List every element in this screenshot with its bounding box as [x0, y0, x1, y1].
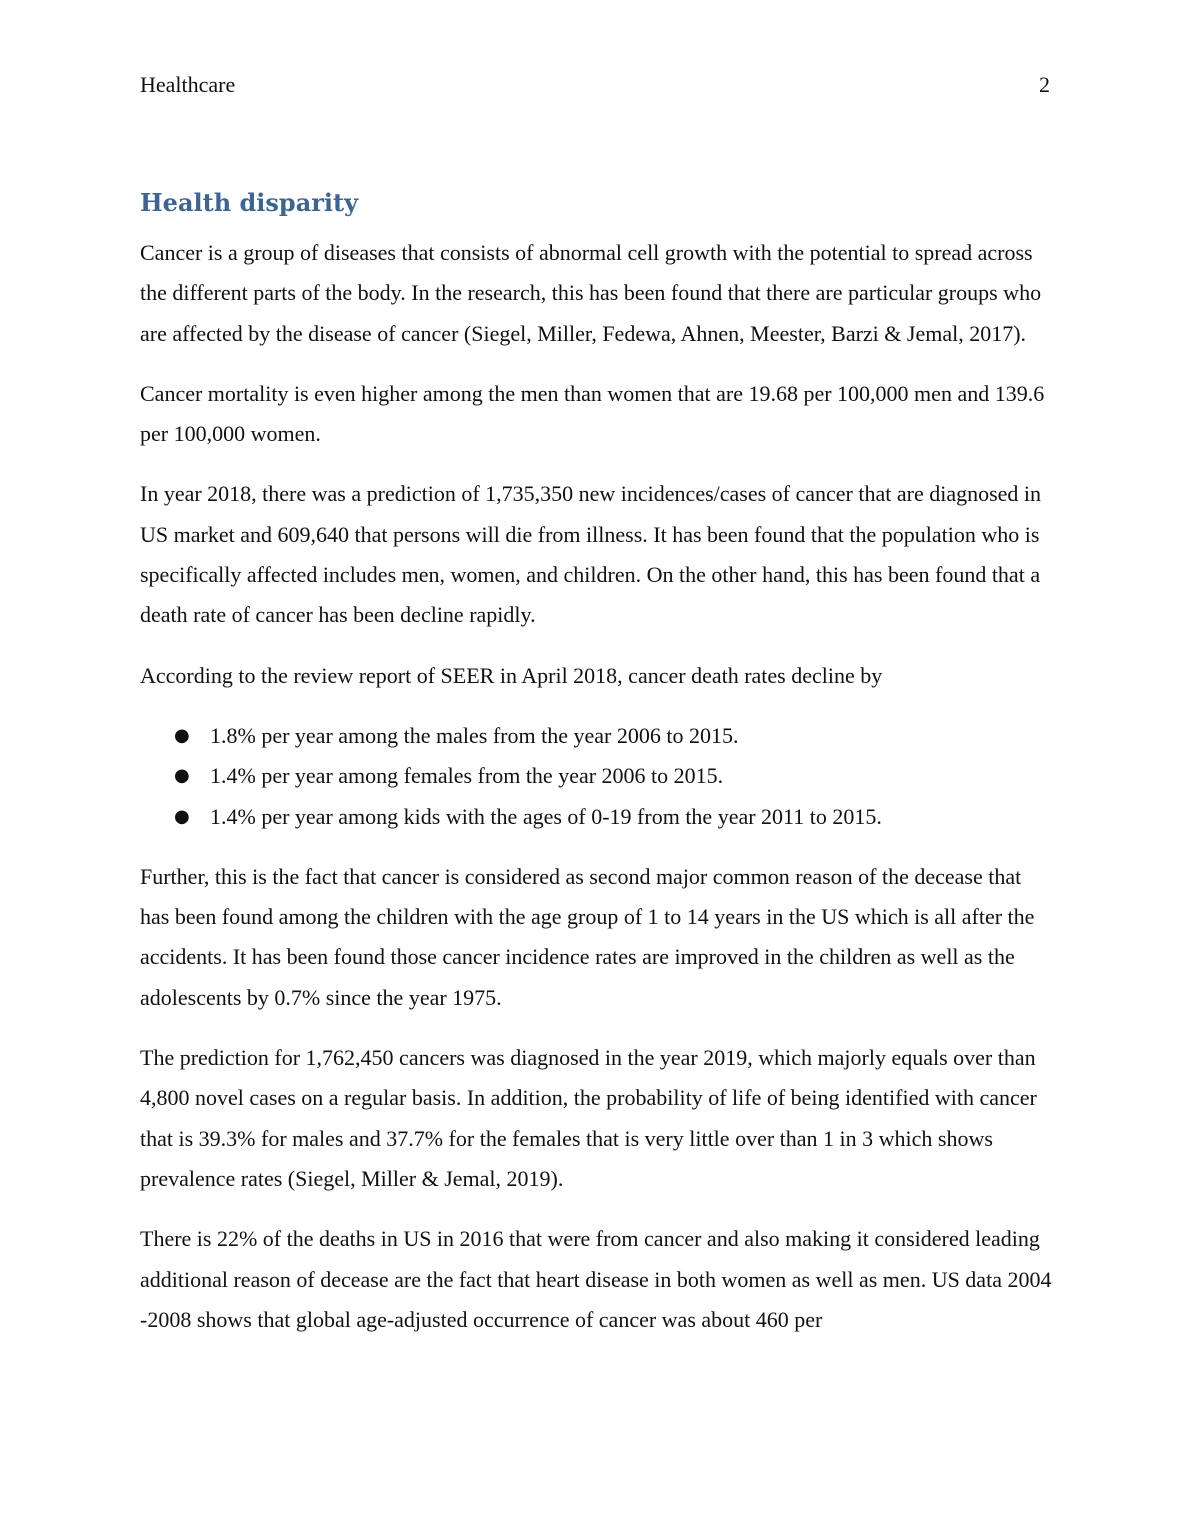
list-item-text: 1.8% per year among the males from the year 2006 to 2015.	[210, 722, 739, 748]
list-item-text: 1.4% per year among females from the year 2006 to 2015.	[210, 763, 724, 789]
paragraph-2019-prediction: The prediction for 1,762,450 cancers was diagnosed in the year 2019, which majorly equals over than 4,800 novel cases on a regular basis. In addition, the probability of life of being identified with cancer that is 39.3% for males and 37.7% for the females that is very little over than 1 in 3 which shows prevalence rates (Siegel, Miller & Jemal, 2019).	[140, 1045, 1037, 1191]
paragraph-cancer-definition: Cancer is a group of diseases that consists of abnormal cell growth with the potential to spread across the different parts of the body. In the research, this has been found that there are particular groups who are affected by the disease of cancer (Siegel, Miller, Fedewa, Ahnen, Meester, Barzi & Jemal, 2017).	[140, 240, 1042, 346]
paragraph-children-cancer: Further, this is the fact that cancer is considered as second major common reason of the decease that has been found among the children with the age group of 1 to 14 years in the US which is all after the accidents. It has been found those cancer incidence rates are improved in the children as well as the adolescents by 0.7% since the year 1975.	[140, 863, 1035, 1010]
page-header	[140, 70, 1050, 100]
document-body	[140, 184, 1052, 1360]
bullet-icon: ●	[174, 805, 190, 827]
list-item	[140, 756, 1052, 796]
paragraph-2018-prediction: In year 2018, there was a prediction of 1,735,350 new incidences/cases of cancer that are diagnosed in US market and 609,640 that persons will die from illness. It has been found that the population who is specifically affected includes men, women, and children. On the other hand, this has been found that a death rate of cancer has been decline rapidly.	[140, 481, 1042, 628]
bullet-icon: ●	[174, 765, 190, 787]
death-rate-decline-list	[140, 716, 1052, 837]
running-head: Healthcare	[140, 72, 236, 97]
section-heading: Health disparity	[140, 188, 359, 217]
paragraph-seer-intro: According to the review report of SEER in April 2018, cancer death rates decline by	[140, 662, 883, 688]
list-item	[140, 797, 1052, 837]
list-item	[140, 716, 1052, 756]
list-item-text: 1.4% per year among kids with the ages of 0-19 from the year 2011 to 2015.	[210, 803, 882, 829]
paragraph-2016-deaths: There is 22% of the deaths in US in 2016 that were from cancer and also making it considered leading additional reason of decease are the fact that heart disease in both women as well as men. US data 2004 -2008 shows that global age-adjusted occurrence of cancer was about 460 per	[140, 1226, 1052, 1332]
page-number: 2	[1039, 72, 1050, 97]
paragraph-mortality: Cancer mortality is even higher among the men than women that are 19.68 per 100,000 men and 139.6 per 100,000 women.	[140, 380, 1045, 447]
bullet-icon: ●	[174, 724, 190, 746]
